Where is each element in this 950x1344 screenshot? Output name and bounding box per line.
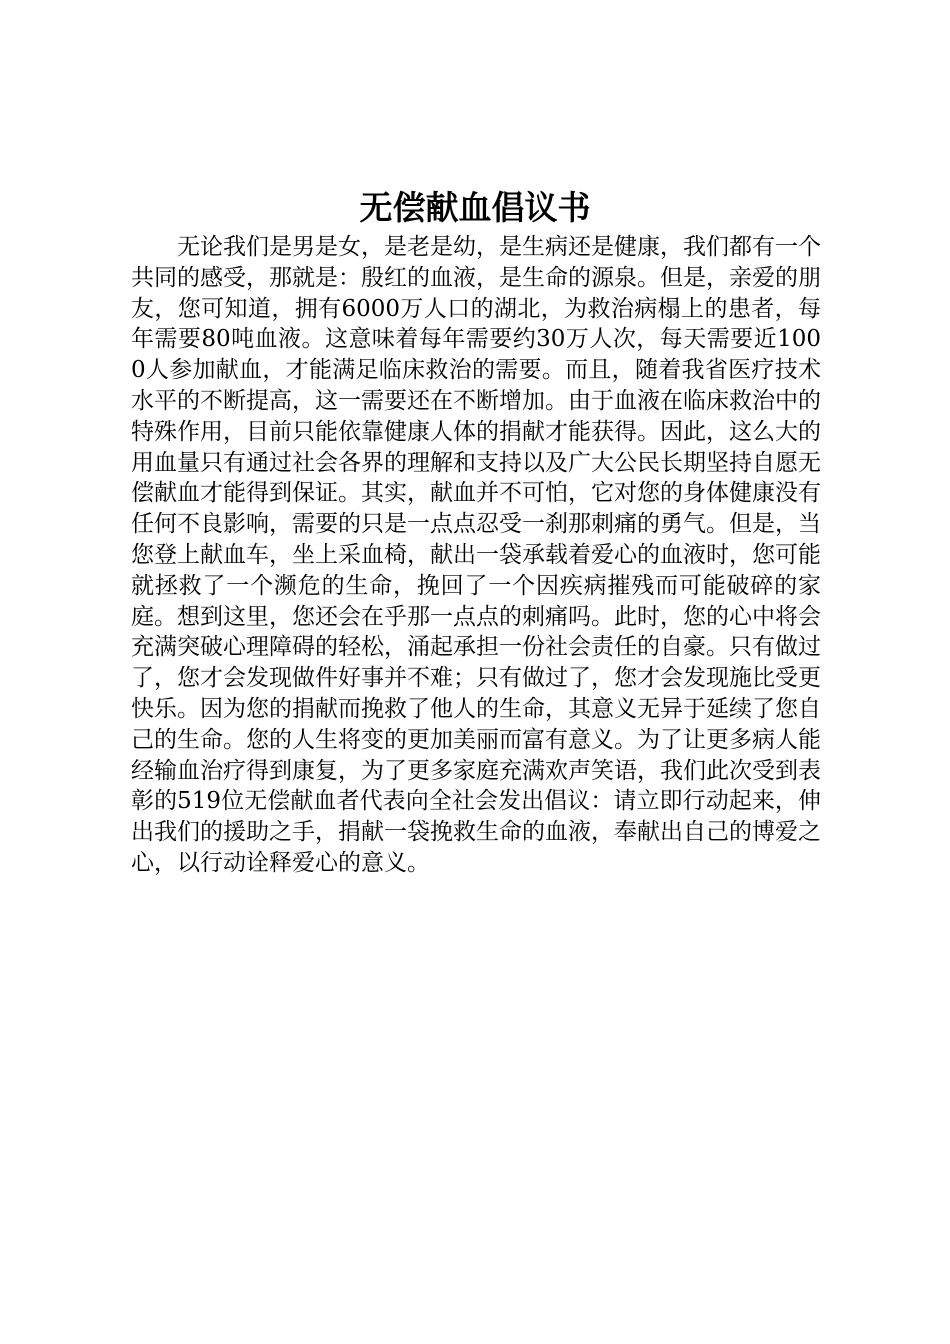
document-paragraph: 无论我们是男是女，是老是幼，是生病还是健康，我们都有一个共同的感受，那就是：殷红的血液，是生命的源泉。但是，亲爱的朋友，您可知道，拥有6000万人口的湖北，为救治病榻上的患者，每年需要80吨血液。这意味着每年需要约30万人次，每天需要近1000人参加献血，才能满足临床救治的需要。而且，随着我省医疗技术水平的不断提高，这一需要还在不断增加。由于血液在临床救治中的特殊作用，目前只能依靠健康人体的捐献才能获得。因此，这么大的用血量只有通过社会各界的理解和支持以及广大公民长期坚持自愿无偿献血才能得到保证。其实，献血并不可怕，它对您的身体健康没有任何不良影响，需要的只是一点点忍受一刹那刺痛的勇气。但是，当您登上献血车，坐上采血椅，献出一袋承载着爱心的血液时，您可能就拯救了一个濒危的生命，挽回了一个因疾病摧残而可能破碎的家庭。想到这里，您还会在乎那一点点的刺痛吗。此时，您的心中将会充满突破心理障碍的轻松，涌起承担一份社会责任的自豪。只有做过了，您才会发现做件好事并不难；只有做过了，您才会发现施比受更快乐。因为您的捐献而挽救了他人的生命，其意义无异于延续了您自己的生命。您的人生将变的更加美丽而富有意义。为了让更多病人能经输血治疗得到康复，为了更多家庭充满欢声笑语，我们此次受到表彰的519位无偿献血者代表向全社会发出倡议：请立即行动起来，伸出我们的援助之手，捐献一袋挽救生命的血液，奉献出自己的博爱之心，以行动诠释爱心的意义。 (131, 234, 821, 876)
document-title: 无偿献血倡议书 (359, 188, 591, 227)
